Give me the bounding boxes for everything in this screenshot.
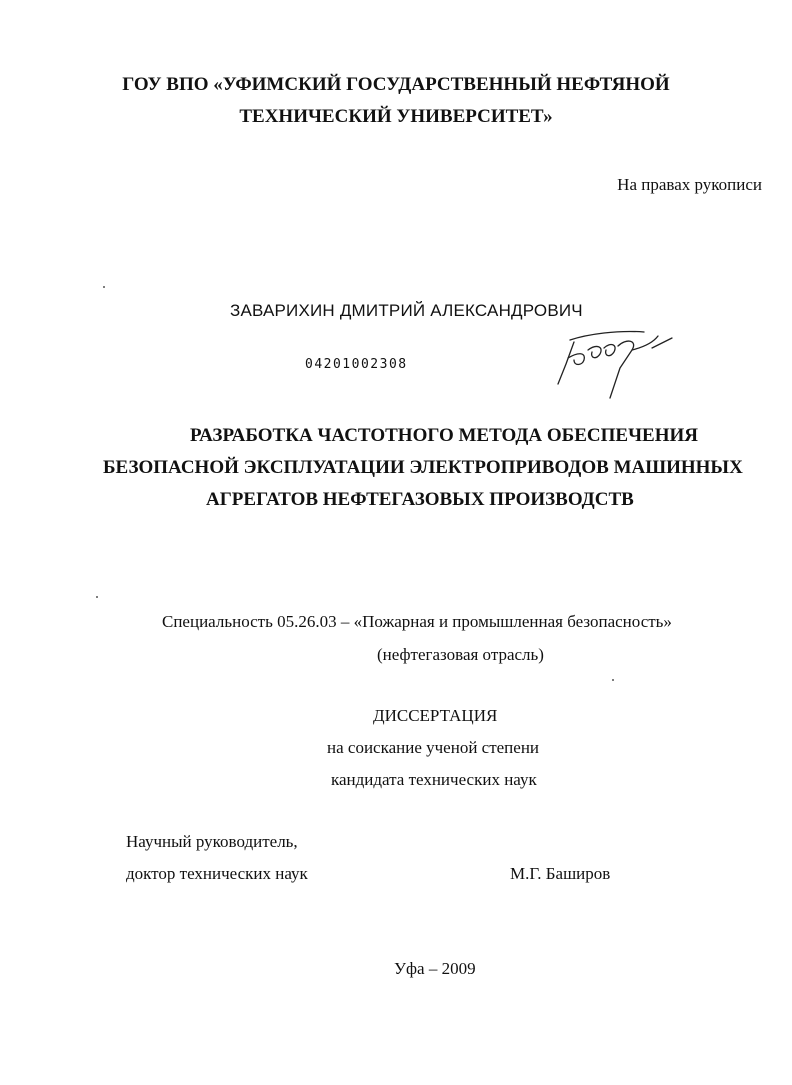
thesis-title-line-1: РАЗРАБОТКА ЧАСТОТНОГО МЕТОДА ОБЕСПЕЧЕНИЯ <box>190 425 698 446</box>
degree-purpose: на соискание ученой степени <box>327 738 540 757</box>
thesis-title-line-2: БЕЗОПАСНОЙ ЭКСПЛУАТАЦИИ ЭЛЕКТРОПРИВОДОВ МАШИННЫХ <box>103 457 743 478</box>
supervisor-title: доктор технических наук <box>126 864 308 883</box>
supervisor-name: М.Г. Баширов <box>510 864 611 883</box>
supervisor-label: Научный руководитель, <box>126 832 298 851</box>
document-type: ДИССЕРТАЦИЯ <box>373 706 498 725</box>
specialty-line: Специальность 05.26.03 – «Пожарная и промышленная безопасность» <box>162 612 672 631</box>
degree-name: кандидата технических наук <box>331 770 537 789</box>
city-year: Уфа – 2009 <box>394 959 476 978</box>
specialty-branch: (нефтегазовая отрасль) <box>377 645 544 664</box>
thesis-title-line-3: АГРЕГАТОВ НЕФТЕГАЗОВЫХ ПРОИЗВОДСТВ <box>206 489 634 510</box>
manuscript-note: На правах рукописи <box>617 175 762 194</box>
institution-line-2: ТЕХНИЧЕСКИЙ УНИВЕРСИТЕТ» <box>239 106 553 127</box>
scan-speck <box>103 286 105 288</box>
scan-speck <box>96 596 98 598</box>
author-name: ЗАВАРИХИН ДМИТРИЙ АЛЕКСАНДРОВИЧ <box>230 301 583 320</box>
signature <box>548 322 678 406</box>
institution-line-1: ГОУ ВПО «УФИМСКИЙ ГОСУДАРСТВЕННЫЙ НЕФТЯНОЙ <box>122 74 670 95</box>
registry-code: 04201002308 <box>305 357 408 372</box>
scan-speck <box>612 679 614 681</box>
